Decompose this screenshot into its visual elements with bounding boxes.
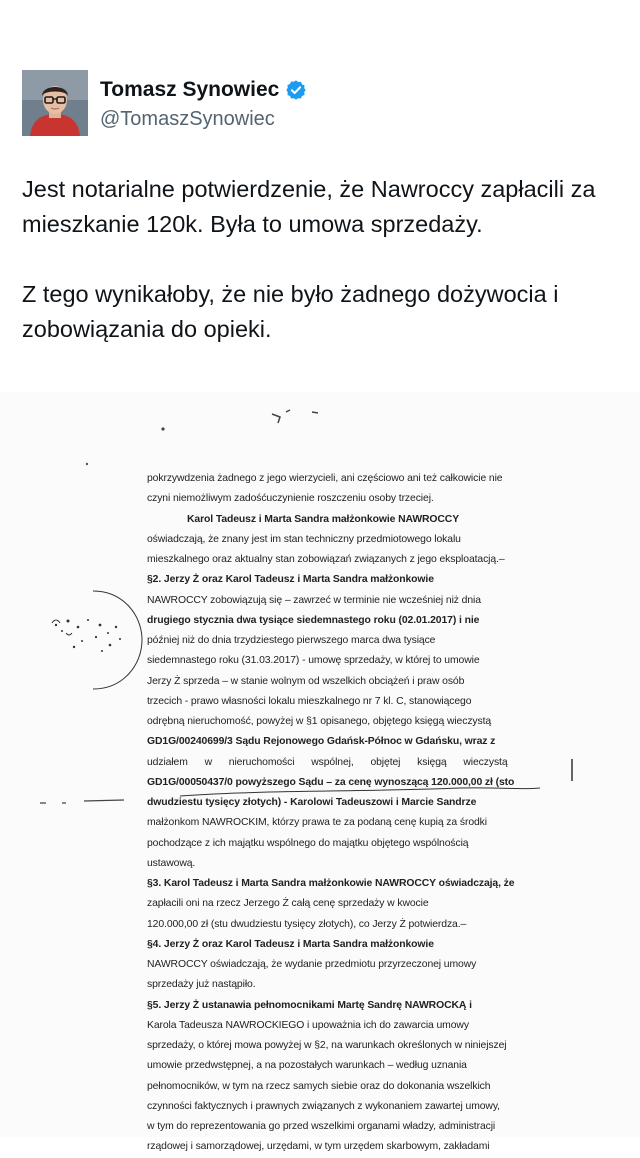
avatar-photo xyxy=(22,70,88,136)
stamp-icon xyxy=(38,585,148,695)
document-line: ustawową. xyxy=(147,857,196,869)
document-line: odrębną nieruchomość, powyżej w §1 opisanego, objętego księgą wieczystą xyxy=(147,716,492,727)
verified-badge-icon[interactable] xyxy=(285,79,307,101)
tweet-text xyxy=(22,172,622,347)
document-line: pokrzywdzenia żadnego z jego wierzycieli, ani częściowo ani też całkowicie nie xyxy=(147,473,503,484)
document-line: w tym do reprezentowania go przed wszelkimi organami władzy, administracji xyxy=(147,1121,496,1132)
document-line: §5. Jerzy Ż ustanawia pełnomocnikami Martę Sandrę NAWROCKĄ i xyxy=(147,999,472,1011)
avatar[interactable] xyxy=(22,70,88,136)
tweet-paragraph: Jest notarialne potwierdzenie, że Nawroccy zapłacili za mieszkanie 120k. Była to umowa sprzedaży. xyxy=(22,176,596,237)
document-line: siedemnastego roku (31.03.2017) - umowę sprzedaży, w której to umowie xyxy=(147,655,480,667)
document-line: §3. Karol Tadeusz i Marta Sandra małżonkowie NAWROCCY oświadczają, że xyxy=(147,878,515,889)
document-line: później niż do dnia trzydziestego pierwszego marca dwa tysiące xyxy=(147,635,436,646)
document-line: GD1G/00050437/0 powyższego Sądu – za cenę wynoszącą 120.000,00 zł (sto xyxy=(147,776,515,788)
document-line: czyni niemożliwym zadośćuczynienie roszczeniu osoby trzeciej. xyxy=(147,493,434,505)
document-line: rządowej i samorządowej, urzędami, w tym urzędem skarbowym, zakładami xyxy=(147,1141,490,1153)
document-line: §2. Jerzy Ż oraz Karol Tadeusz i Marta Sandra małżonkowie xyxy=(147,574,434,586)
document-line: drugiego stycznia dwa tysiące siedemnastego roku (02.01.2017) i nie xyxy=(147,614,480,626)
document-line: czynności faktycznych i prawnych związanych z wykonaniem zawartej umowy, xyxy=(147,1100,500,1112)
document-line: oświadczają, że znany jest im stan techniczny przedmiotowego lokalu xyxy=(147,533,461,545)
document-line: umowie przedwstępnej, a na pozostałych warunkach – według uznania xyxy=(147,1060,467,1072)
document-text xyxy=(147,469,515,1158)
document-line: sprzedaży już nastąpiło. xyxy=(147,979,256,991)
document-line: NAWROCCY oświadczają, że wydanie przedmiotu przyrzeczonej umowy xyxy=(147,959,477,970)
document-line: dwudziestu tysięcy złotych) - Karolowi Tadeuszowi i Marcie Sandrze xyxy=(147,797,477,808)
document-line: Karol Tadeusz i Marta Sandra małżonkowie NAWROCCY xyxy=(187,513,460,525)
document-line: 120.000,00 zł (stu dwudziestu tysięcy złotych), co Jerzy Ż potwierdza.– xyxy=(147,918,467,930)
document-line: mieszkalnego oraz aktualny stan zobowiązań związanych z jego eksploatacją.– xyxy=(147,554,505,565)
document-line: zapłacili oni na rzecz Jerzego Ż całą cenę sprzedaży w kwocie xyxy=(147,898,429,910)
document-line: §4. Jerzy Ż oraz Karol Tadeusz i Marta Sandra małżonkowie xyxy=(147,938,434,950)
tweet-paragraph: Z tego wynikałoby, że nie było żadnego dożywocia i zobowiązania do opieki. xyxy=(22,281,559,342)
document-line: udziałem w nieruchomości wspólnej, objętej księgą wieczystą xyxy=(147,756,508,768)
document-line: pochodzące z ich majątku wspólnego do majątku objętego wspólnością xyxy=(147,837,469,849)
display-name[interactable]: Tomasz Synowiec xyxy=(100,78,280,101)
document-line: sprzedaży, o której mowa powyżej w §2, na warunkach określonych w niniejszej xyxy=(147,1040,507,1051)
document-line: Karola Tadeusza NAWROCKIEGO i upoważnia ich do zawarcia umowy xyxy=(147,1019,469,1031)
document-line: NAWROCCY zobowiązują się – zawrzeć w terminie nie wcześniej niż dnia xyxy=(147,594,481,606)
document-line: Jerzy Ż sprzeda – w stanie wolnym od wszelkich obciążeń i praw osób xyxy=(147,675,465,687)
attached-document-image[interactable] xyxy=(0,392,640,1153)
document-line: trzecich - prawo własności lokalu mieszkalnego nr 7 kl. C, stanowiącego xyxy=(147,695,472,707)
document-line: GD1G/00240699/3 Sądu Rejonowego Gdańsk-Północ w Gdańsku, wraz z xyxy=(147,736,496,748)
handle[interactable]: @TomaszSynowiec xyxy=(100,108,275,130)
name-row xyxy=(100,78,307,102)
document-line: małżonkom NAWROCKIM, którzy prawa te za podaną cenę kupią za środki xyxy=(147,817,487,829)
tweet-header xyxy=(22,70,622,140)
document-line: pełnomocników, w tym na rzecz samych siebie oraz do dokonania wszelkich xyxy=(147,1080,491,1092)
